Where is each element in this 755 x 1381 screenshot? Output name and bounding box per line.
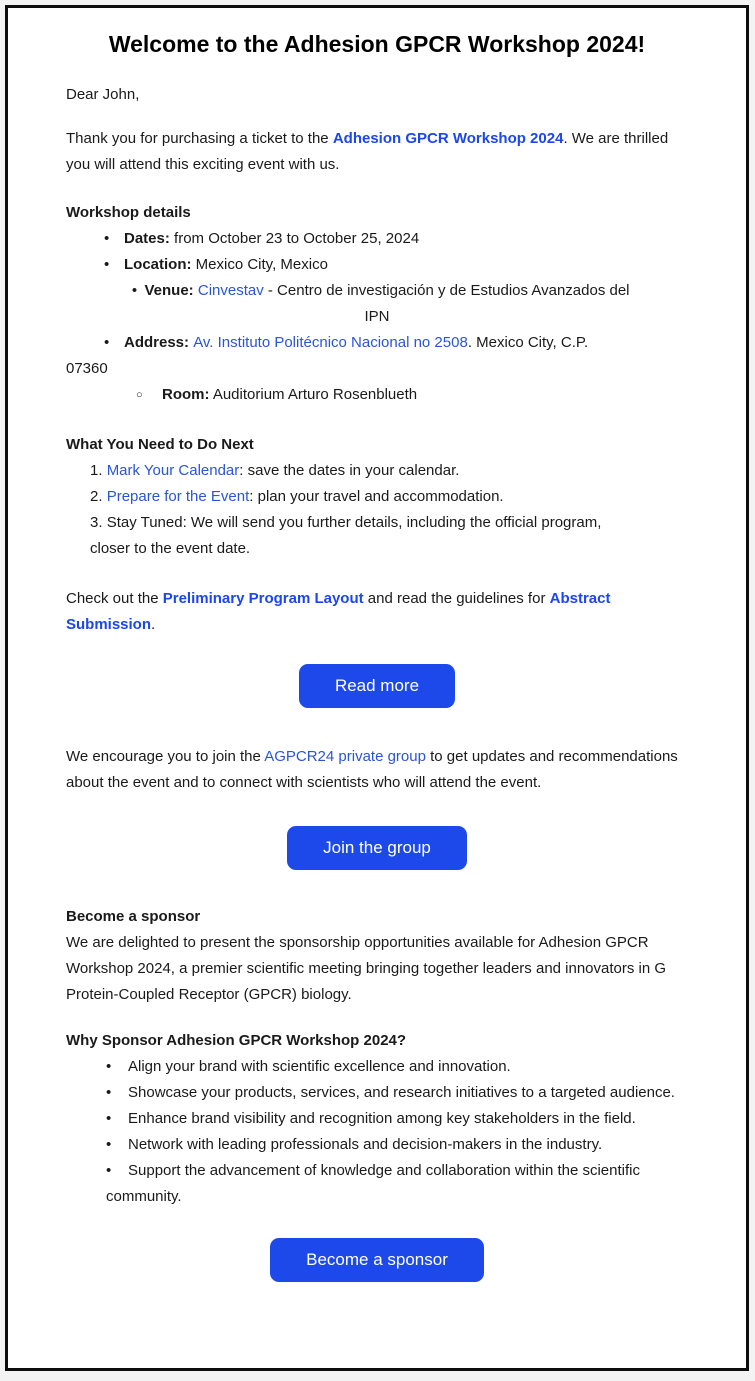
list-item-address <box>66 330 688 382</box>
bullet-icon: • <box>131 282 138 299</box>
intro-text-post: . We are thrilled you will attend this exciting event with us. <box>66 130 669 173</box>
workshop-details-heading: Workshop details <box>66 204 191 221</box>
private-group-link[interactable]: AGPCR24 private group <box>264 748 426 765</box>
step-text: Stay Tuned: We will send you further details, including the official program, <box>106 514 602 531</box>
why-bullet-text: Enhance brand visibility and recognition among key stakeholders in the field. <box>128 1110 636 1127</box>
bullet-icon: • <box>104 334 110 351</box>
why-bullet-text: Align your brand with scientific excellence and innovation. <box>128 1058 511 1075</box>
list-item-why-5 <box>66 1158 688 1210</box>
why-sponsor-list <box>66 1054 688 1210</box>
email-frame <box>5 5 749 1371</box>
email-body <box>8 8 746 1282</box>
read-more-button[interactable]: Read more <box>299 664 455 708</box>
prepare-event-link[interactable]: Prepare for the Event <box>106 488 250 505</box>
group-paragraph <box>66 744 688 796</box>
bullet-icon: • <box>106 1084 112 1101</box>
abstract-submission-link[interactable]: Abstract Submission <box>66 590 611 633</box>
next-steps-list <box>66 458 688 562</box>
greeting: Dear John, <box>66 86 140 103</box>
bullet-icon: • <box>106 1110 112 1127</box>
room-label: Room: <box>162 386 210 403</box>
bullet-icon: • <box>104 256 110 273</box>
why-sponsor-heading: Why Sponsor Adhesion GPCR Workshop 2024? <box>66 1032 407 1049</box>
sponsor-heading: Become a sponsor <box>66 908 201 925</box>
venue-value-line2: IPN <box>364 308 390 325</box>
group-text-post: to get updates and recommendations about the event and to connect with scientists who will attend the event. <box>66 748 678 791</box>
next-steps-heading: What You Need to Do Next <box>66 436 254 453</box>
list-item-step-1 <box>66 458 688 484</box>
list-item-dates <box>66 226 688 252</box>
step-number: 1. <box>90 462 107 479</box>
step-number: 3. <box>90 514 107 531</box>
workshop-link[interactable]: Adhesion GPCR Workshop 2024 <box>332 130 564 147</box>
why-bullet-text: Support the advancement of knowledge and collaboration within the scientific community. <box>106 1162 640 1205</box>
bullet-icon: • <box>104 230 110 247</box>
venue-label: Venue: <box>144 282 198 299</box>
address-value: . Mexico City, C.P. <box>467 334 589 351</box>
check-out-mid: and read the guidelines for <box>363 590 550 607</box>
read-more-button-row <box>66 664 688 708</box>
bullet-icon: • <box>106 1058 112 1075</box>
preliminary-program-link[interactable]: Preliminary Program Layout <box>162 590 364 607</box>
why-bullet-text: Showcase your products, services, and research initiatives to a targeted audience. <box>128 1084 675 1101</box>
list-item-why-4 <box>66 1132 688 1158</box>
group-text-pre: We encourage you to join the <box>66 748 265 765</box>
list-item-room <box>66 382 688 408</box>
join-group-button-row <box>66 826 688 870</box>
check-out-paragraph <box>66 586 688 638</box>
step-text-line2: closer to the event date. <box>90 540 251 557</box>
list-item-venue <box>66 278 688 330</box>
step-text: : plan your travel and accommodation. <box>249 488 504 505</box>
step-text: : save the dates in your calendar. <box>239 462 460 479</box>
venue-value: - Centro de investigación y de Estudios Avanzados del <box>263 282 630 299</box>
location-label: Location: <box>124 256 192 273</box>
become-sponsor-button[interactable]: Become a sponsor <box>270 1238 484 1282</box>
venue-link[interactable]: Cinvestav <box>197 282 264 299</box>
address-zip: 07360 <box>66 360 108 377</box>
dates-value: from October 23 to October 25, 2024 <box>169 230 420 247</box>
list-item-location <box>66 252 688 278</box>
list-item-why-2 <box>66 1080 688 1106</box>
location-value: Mexico City, Mexico <box>191 256 328 273</box>
become-sponsor-button-row <box>66 1238 688 1282</box>
intro-text-pre: Thank you for purchasing a ticket to the <box>66 130 333 147</box>
list-item-why-3 <box>66 1106 688 1132</box>
workshop-details-list <box>66 226 688 408</box>
why-bullet-text: Network with leading professionals and decision-makers in the industry. <box>128 1136 603 1153</box>
page-title: Welcome to the Adhesion GPCR Workshop 2024! <box>108 31 646 57</box>
intro-paragraph <box>66 126 688 178</box>
list-item-step-2 <box>66 484 688 510</box>
list-item-step-3 <box>66 510 688 562</box>
step-number: 2. <box>90 488 107 505</box>
list-item-why-1 <box>66 1054 688 1080</box>
bullet-icon: • <box>106 1136 112 1153</box>
join-group-button[interactable]: Join the group <box>287 826 467 870</box>
circle-bullet-icon: ○ <box>136 389 143 401</box>
sponsor-paragraph: We are delighted to present the sponsorship opportunities available for Adhesion GPCR Workshop 2024, a premier scientific meeting bringing together leaders and innovators in G Protein-Coupled Receptor (GPCR) biology. <box>66 934 667 1003</box>
dates-label: Dates: <box>124 230 170 247</box>
address-link[interactable]: Av. Instituto Politécnico Nacional no 2508 <box>193 334 468 351</box>
bullet-icon: • <box>106 1162 112 1179</box>
address-label: Address: <box>124 334 194 351</box>
room-value: Auditorium Arturo Rosenblueth <box>209 386 418 403</box>
mark-calendar-link[interactable]: Mark Your Calendar <box>106 462 240 479</box>
check-out-pre: Check out the <box>66 590 163 607</box>
check-out-post: . <box>151 616 156 633</box>
